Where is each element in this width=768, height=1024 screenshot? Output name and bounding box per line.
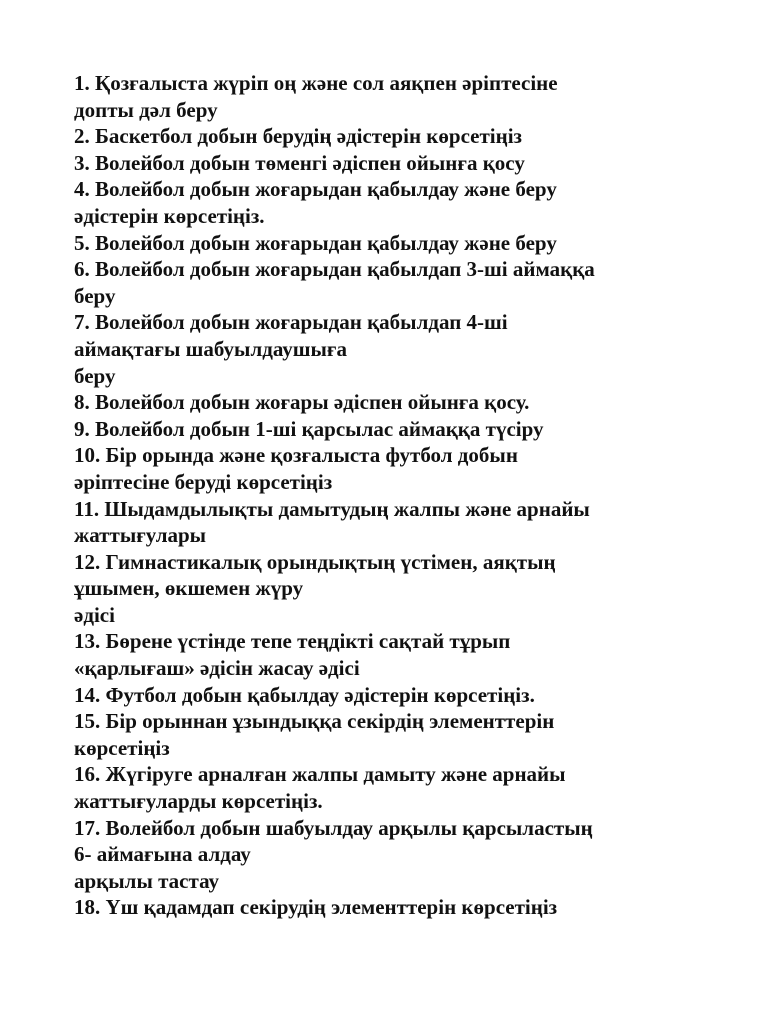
text-line: 13. Бөрене үстінде тепе теңдікті сақтай тұрып <box>74 629 511 654</box>
text-line: 6. Волейбол добын жоғарыдан қабылдап 3-ші аймаққа <box>74 257 595 282</box>
text-line: допты дәл беру <box>74 97 218 122</box>
text-line: аймақтағы шабуылдаушыға <box>74 336 347 361</box>
text-line: әріптесіне беруді көрсетіңіз <box>74 469 333 494</box>
text-line: 12. Гимнастикалық орындықтың үстімен, аяқтың <box>74 549 556 574</box>
text-line: ұшымен, өкшемен жүру <box>74 576 304 601</box>
text-line: 3. Волейбол добын төменгі әдіспен ойынға қосу <box>74 150 525 175</box>
text-line: 2. Баскетбол добын берудің әдістерін көрсетіңіз <box>74 124 522 149</box>
text-line: 10. Бір орында және қозғалыста футбол добын <box>74 443 518 468</box>
text-line: арқылы тастау <box>74 868 220 893</box>
text-line: беру <box>74 363 116 388</box>
text-line: 15. Бір орыннан ұзындыққа секірдің элементтерін <box>74 709 555 734</box>
text-line: жаттығуларды көрсетіңіз. <box>74 789 323 814</box>
text-line: 8. Волейбол добын жоғары әдіспен ойынға қосу. <box>74 390 530 415</box>
text-line: әдістерін көрсетіңіз. <box>74 203 265 228</box>
text-line: «қарлығаш» әдісін жасау әдісі <box>74 656 360 681</box>
text-line: 18. Үш қадамдап секірудің элементтерін көрсетіңіз <box>74 895 558 920</box>
text-line: 6- аймағына алдау <box>74 842 251 867</box>
exercise-list <box>74 70 714 921</box>
text-line: 9. Волейбол добын 1-ші қарсылас аймаққа түсіру <box>74 416 544 441</box>
text-line: 7. Волейбол добын жоғарыдан қабылдап 4-ші <box>74 310 508 335</box>
text-line: көрсетіңіз <box>74 735 170 760</box>
text-line: беру <box>74 283 116 308</box>
text-line: әдісі <box>74 602 115 627</box>
text-line: 16. Жүгіруге арналған жалпы дамыту және арнайы <box>74 762 566 787</box>
text-line: жаттығулары <box>74 523 207 548</box>
text-line: 5. Волейбол добын жоғарыдан қабылдау және беру <box>74 230 557 255</box>
text-line: 14. Футбол добын қабылдау әдістерін көрсетіңіз. <box>74 682 535 707</box>
text-line: 1. Қозғалыста жүріп оң және сол аяқпен әріптесіне <box>74 71 558 95</box>
text-line: 17. Волейбол добын шабуылдау арқылы қарсыластың <box>74 815 593 840</box>
text-line: 4. Волейбол добын жоғарыдан қабылдау және беру <box>74 177 557 202</box>
text-line: 11. Шыдамдылықты дамытудың жалпы және арнайы <box>74 496 590 521</box>
